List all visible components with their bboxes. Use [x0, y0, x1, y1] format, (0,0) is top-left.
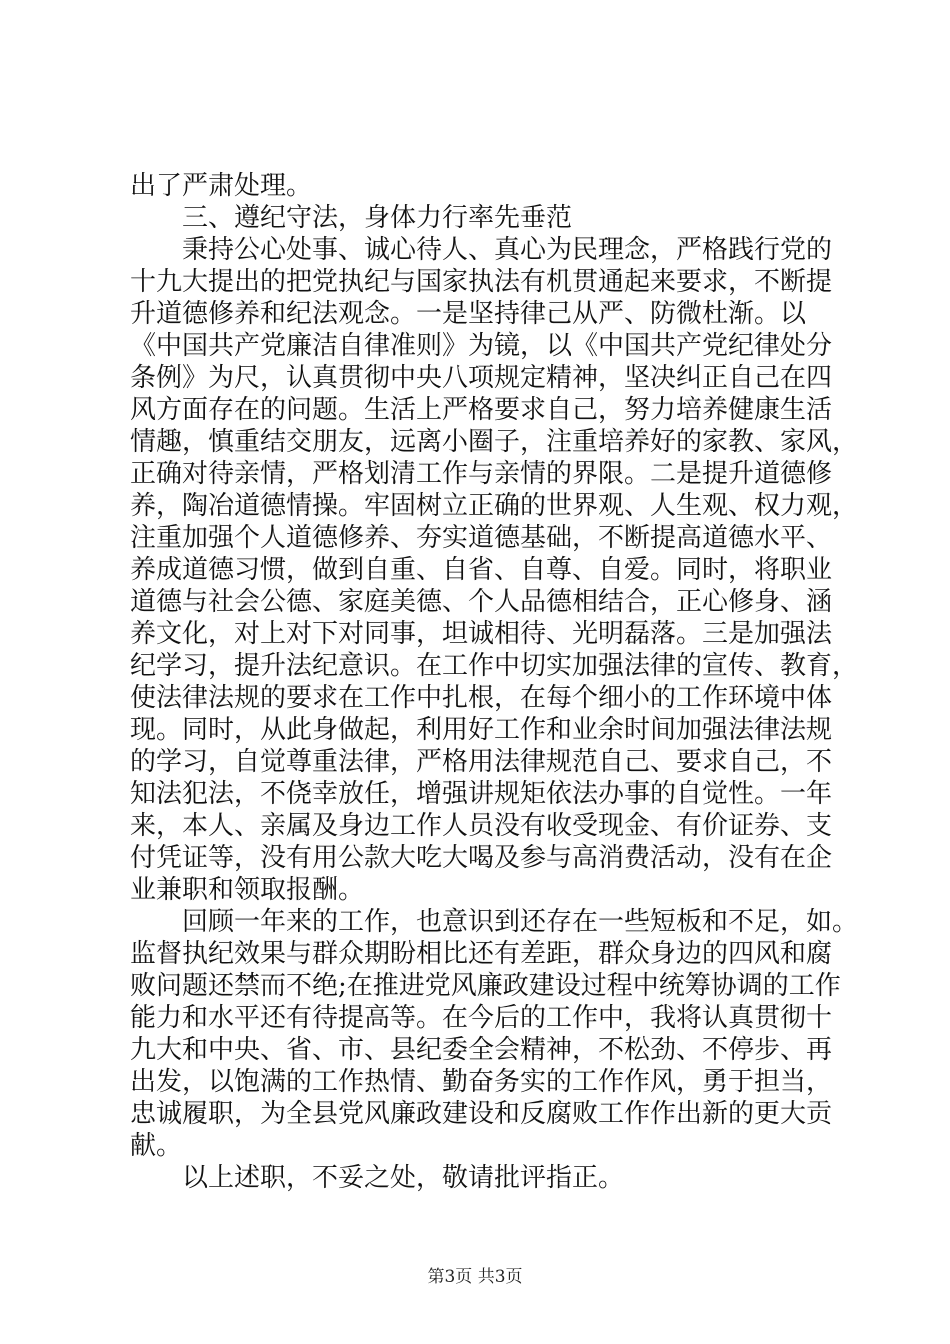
text-line: 监督执纪效果与群众期盼相比还有差距，群众身边的四风和腐	[130, 939, 833, 969]
text-line: 出了严肃处理。	[130, 171, 313, 201]
text-line: 养文化，对上对下对同事，坦诚相待、光明磊落。三是加强法	[130, 619, 833, 649]
text-line: 败问题还禁而不绝;在推进党风廉政建设过程中统筹协调的工作	[130, 971, 841, 1001]
text-line: 养成道德习惯，做到自重、自省、自尊、自爱。同时，将职业	[130, 555, 833, 585]
text-line: 三、遵纪守法，身体力行率先垂范	[182, 203, 573, 233]
text-line: 能力和水平还有待提高等。在今后的工作中，我将认真贯彻十	[130, 1003, 833, 1033]
text-line: 出发，以饱满的工作热情、勤奋务实的工作作风，勇于担当，	[130, 1067, 833, 1097]
text-line: 现。同时，从此身做起，利用好工作和业余时间加强法律法规	[130, 715, 833, 745]
text-line: 来，本人、亲属及身边工作人员没有收受现金、有价证券、支	[130, 811, 833, 841]
text-line: 道德与社会公德、家庭美德、个人品德相结合，正心修身、涵	[130, 587, 833, 617]
text-line: 献。	[130, 1131, 183, 1161]
text-line: 十九大提出的把党执纪与国家执法有机贯通起来要求，不断提	[130, 267, 833, 297]
text-line: 养，陶冶道德情操。牢固树立正确的世界观、人生观、权力观，	[130, 491, 859, 521]
page-footer: 第3页 共3页	[427, 1267, 523, 1287]
text-line: 忠诚履职，为全县党风廉政建设和反腐败工作作出新的更大贡	[130, 1099, 833, 1129]
text-line: 业兼职和领取报酬。	[130, 875, 365, 905]
text-line: 付凭证等，没有用公款大吃大喝及参与高消费活动，没有在企	[130, 843, 833, 873]
text-line: 知法犯法，不侥幸放任，增强讲规矩依法办事的自觉性。一年	[130, 779, 833, 809]
text-line: 以上述职，不妥之处，敬请批评指正。	[182, 1163, 625, 1193]
text-line: 秉持公心处事、诚心待人、真心为民理念，严格践行党的	[182, 235, 833, 265]
text-line: 情趣，慎重结交朋友，远离小圈子，注重培养好的家教、家风，	[130, 427, 859, 457]
text-line: 使法律法规的要求在工作中扎根，在每个细小的工作环境中体	[130, 683, 833, 713]
text-line: 回顾一年来的工作，也意识到还存在一些短板和不足，如。	[182, 907, 859, 937]
text-line: 的学习，自觉尊重法律，严格用法律规范自己、要求自己，不	[130, 747, 833, 777]
document-body	[130, 170, 859, 1194]
text-line: 九大和中央、省、市、县纪委全会精神，不松劲、不停步、再	[130, 1035, 833, 1065]
text-line: 《中国共产党廉洁自律准则》为镜，以《中国共产党纪律处分	[130, 331, 833, 361]
text-line: 纪学习，提升法纪意识。在工作中切实加强法律的宣传、教育，	[130, 651, 859, 681]
text-line: 升道德修养和纪法观念。一是坚持律己从严、防微杜渐。以	[130, 299, 807, 329]
text-line: 注重加强个人道德修养、夯实道德基础，不断提高道德水平、	[130, 523, 833, 553]
text-line: 正确对待亲情，严格划清工作与亲情的界限。二是提升道德修	[130, 459, 833, 489]
text-line: 风方面存在的问题。生活上严格要求自己，努力培养健康生活	[130, 395, 833, 425]
text-line: 条例》为尺，认真贯彻中央八项规定精神，坚决纠正自己在四	[130, 363, 833, 393]
